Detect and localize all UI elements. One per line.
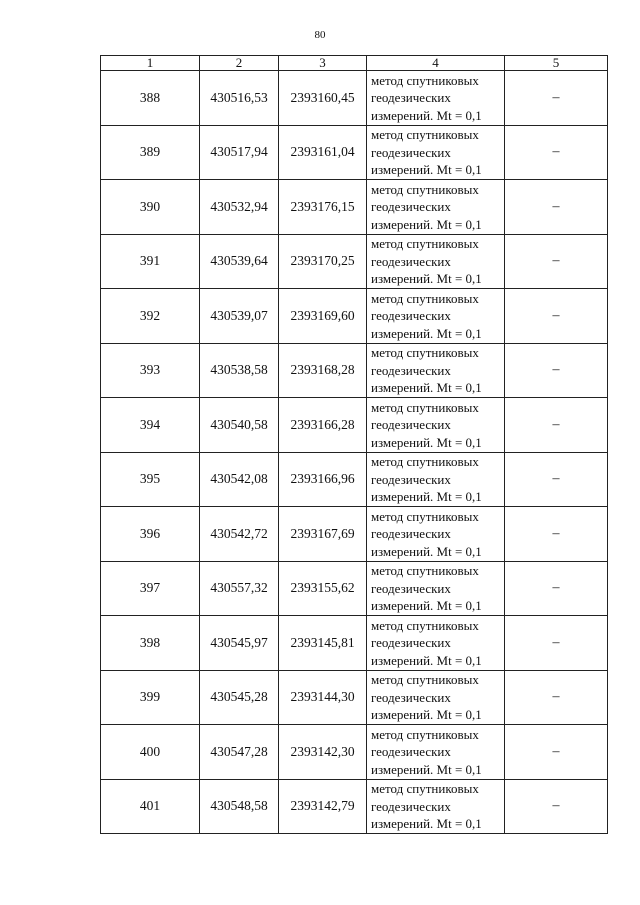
note-cell: – <box>505 343 608 398</box>
table-row <box>101 289 608 344</box>
table-row <box>101 779 608 834</box>
method-cell <box>367 561 505 616</box>
method-cell <box>367 725 505 780</box>
method-line-1: метод спутниковых <box>371 399 479 415</box>
method-line-3: измерений. Mt = 0,1 <box>371 816 482 831</box>
table-row <box>101 71 608 126</box>
method-line-1: метод спутниковых <box>371 181 479 197</box>
method-line-1: метод спутниковых <box>371 345 479 360</box>
x-coordinate-cell: 430545,97 <box>200 616 279 671</box>
point-number-cell: 401 <box>101 779 200 834</box>
method-cell <box>367 398 505 453</box>
point-number-cell: 395 <box>101 452 200 507</box>
note-cell: – <box>505 561 608 616</box>
note-cell: – <box>505 507 608 562</box>
method-cell <box>367 507 505 562</box>
table-row <box>101 507 608 562</box>
note-cell: – <box>505 289 608 344</box>
note-cell: – <box>505 398 608 453</box>
y-coordinate-cell: 2393145,81 <box>279 616 367 671</box>
method-line-2: геодезических <box>371 798 451 814</box>
point-number-cell: 399 <box>101 670 200 725</box>
method-cell <box>367 289 505 344</box>
point-number-cell: 390 <box>101 180 200 235</box>
method-line-2: геодезических <box>371 199 451 214</box>
method-line-2: геодезических <box>371 362 451 378</box>
x-coordinate-cell: 430557,32 <box>200 561 279 616</box>
note-cell: – <box>505 779 608 834</box>
header-row <box>101 56 608 71</box>
header-col-2: 2 <box>200 56 279 71</box>
table-row <box>101 452 608 507</box>
x-coordinate-cell: 430542,72 <box>200 507 279 562</box>
x-coordinate-cell: 430542,08 <box>200 452 279 507</box>
method-line-1: метод спутниковых <box>371 236 479 251</box>
note-cell: – <box>505 71 608 126</box>
method-line-3: измерений. Mt = 0,1 <box>371 489 482 504</box>
x-coordinate-cell: 430538,58 <box>200 343 279 398</box>
table-row <box>101 670 608 725</box>
table-row <box>101 616 608 671</box>
method-line-3: измерений. Mt = 0,1 <box>371 652 482 668</box>
method-line-1: метод спутниковых <box>371 508 479 524</box>
method-cell <box>367 616 505 671</box>
point-number-cell: 388 <box>101 71 200 126</box>
method-line-1: метод спутниковых <box>371 127 479 142</box>
y-coordinate-cell: 2393166,96 <box>279 452 367 507</box>
x-coordinate-cell: 430547,28 <box>200 725 279 780</box>
point-number-cell: 392 <box>101 289 200 344</box>
method-cell <box>367 779 505 834</box>
method-line-3: измерений. Mt = 0,1 <box>371 707 482 722</box>
table-row <box>101 125 608 180</box>
point-number-cell: 400 <box>101 725 200 780</box>
method-cell <box>367 670 505 725</box>
method-line-1: метод спутниковых <box>371 726 479 742</box>
method-line-1: метод спутниковых <box>371 290 479 306</box>
method-line-2: геодезических <box>371 308 451 323</box>
x-coordinate-cell: 430539,07 <box>200 289 279 344</box>
x-coordinate-cell: 430545,28 <box>200 670 279 725</box>
method-cell <box>367 452 505 507</box>
method-line-1: метод спутниковых <box>371 781 479 796</box>
method-line-3: измерений. Mt = 0,1 <box>371 107 482 123</box>
method-cell <box>367 343 505 398</box>
point-number-cell: 394 <box>101 398 200 453</box>
x-coordinate-cell: 430539,64 <box>200 234 279 289</box>
note-cell: – <box>505 616 608 671</box>
method-line-3: измерений. Mt = 0,1 <box>371 271 482 286</box>
method-line-2: геодезических <box>371 635 451 650</box>
note-cell: – <box>505 670 608 725</box>
note-cell: – <box>505 180 608 235</box>
page-number: 80 <box>314 29 326 41</box>
method-line-1: метод спутниковых <box>371 563 479 578</box>
table-row <box>101 398 608 453</box>
y-coordinate-cell: 2393176,15 <box>279 180 367 235</box>
y-coordinate-cell: 2393142,79 <box>279 779 367 834</box>
y-coordinate-cell: 2393167,69 <box>279 507 367 562</box>
table-row <box>101 343 608 398</box>
method-line-3: измерений. Mt = 0,1 <box>371 162 482 177</box>
method-line-3: измерений. Mt = 0,1 <box>371 598 482 613</box>
method-line-2: геодезических <box>371 417 451 432</box>
table-row <box>101 561 608 616</box>
point-number-cell: 397 <box>101 561 200 616</box>
y-coordinate-cell: 2393160,45 <box>279 71 367 126</box>
header-col-5: 5 <box>505 56 608 71</box>
x-coordinate-cell: 430532,94 <box>200 180 279 235</box>
method-cell <box>367 180 505 235</box>
header-col-3: 3 <box>279 56 367 71</box>
method-line-2: геодезических <box>371 689 451 705</box>
method-line-2: геодезических <box>371 253 451 269</box>
method-line-3: измерений. Mt = 0,1 <box>371 434 482 450</box>
y-coordinate-cell: 2393161,04 <box>279 125 367 180</box>
header-col-4: 4 <box>367 56 505 71</box>
table-body <box>101 71 608 834</box>
note-cell: – <box>505 725 608 780</box>
point-number-cell: 396 <box>101 507 200 562</box>
note-cell: – <box>505 234 608 289</box>
method-line-2: геодезических <box>371 471 451 487</box>
y-coordinate-cell: 2393169,60 <box>279 289 367 344</box>
method-line-2: геодезических <box>371 580 451 596</box>
table-header <box>101 56 608 71</box>
method-line-3: измерений. Mt = 0,1 <box>371 761 482 777</box>
y-coordinate-cell: 2393166,28 <box>279 398 367 453</box>
point-number-cell: 398 <box>101 616 200 671</box>
method-line-3: измерений. Mt = 0,1 <box>371 543 482 559</box>
method-line-2: геодезических <box>371 526 451 541</box>
point-number-cell: 393 <box>101 343 200 398</box>
x-coordinate-cell: 430548,58 <box>200 779 279 834</box>
y-coordinate-cell: 2393142,30 <box>279 725 367 780</box>
method-line-3: измерений. Mt = 0,1 <box>371 380 482 395</box>
method-line-2: геодезических <box>371 744 451 759</box>
table-row <box>101 180 608 235</box>
method-line-1: метод спутниковых <box>371 454 479 469</box>
method-cell <box>367 125 505 180</box>
method-line-1: метод спутниковых <box>371 672 479 687</box>
y-coordinate-cell: 2393170,25 <box>279 234 367 289</box>
header-col-1: 1 <box>101 56 200 71</box>
method-line-1: метод спутниковых <box>371 72 479 88</box>
method-cell <box>367 71 505 126</box>
coordinates-table <box>100 55 608 834</box>
method-line-3: измерений. Mt = 0,1 <box>371 325 482 341</box>
point-number-cell: 391 <box>101 234 200 289</box>
x-coordinate-cell: 430517,94 <box>200 125 279 180</box>
x-coordinate-cell: 430540,58 <box>200 398 279 453</box>
method-line-3: измерений. Mt = 0,1 <box>371 216 482 232</box>
note-cell: – <box>505 125 608 180</box>
method-line-2: геодезических <box>371 144 451 160</box>
x-coordinate-cell: 430516,53 <box>200 71 279 126</box>
table-row <box>101 234 608 289</box>
method-line-2: геодезических <box>371 90 451 105</box>
table-row <box>101 725 608 780</box>
point-number-cell: 389 <box>101 125 200 180</box>
method-line-1: метод спутниковых <box>371 617 479 633</box>
y-coordinate-cell: 2393144,30 <box>279 670 367 725</box>
method-cell <box>367 234 505 289</box>
note-cell: – <box>505 452 608 507</box>
y-coordinate-cell: 2393155,62 <box>279 561 367 616</box>
y-coordinate-cell: 2393168,28 <box>279 343 367 398</box>
